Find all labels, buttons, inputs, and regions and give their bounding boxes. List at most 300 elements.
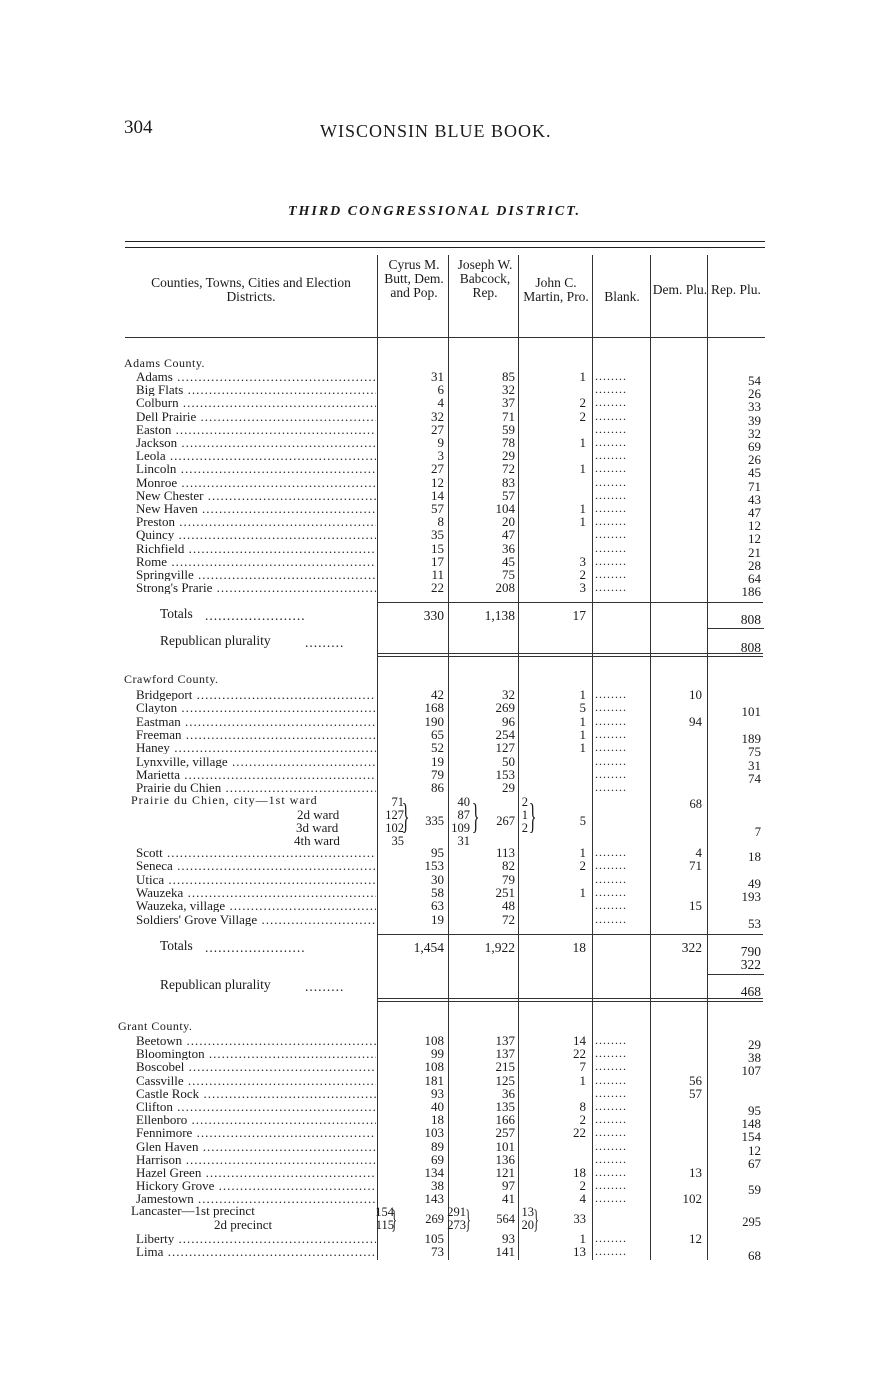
total-martin: 17 — [572, 608, 586, 623]
cell-rep-plu: 29 — [748, 1037, 761, 1052]
cell-blank: ........ — [595, 474, 627, 489]
cell-martin: 22 — [573, 1125, 586, 1141]
cell-blank: ........ — [595, 1138, 627, 1153]
pdc-label: Prairie du Chien, city—1st ward — [131, 793, 318, 807]
pdc-babcock-wards — [450, 796, 470, 848]
cell-babcock: 47 — [502, 527, 515, 543]
table-row — [0, 884, 869, 904]
row-name: Utica ..... — [136, 873, 376, 886]
cell-blank: ........ — [595, 540, 627, 555]
col-header-martin: John C. Martin, Pro. — [523, 275, 589, 304]
cell-butt: 168 — [424, 700, 444, 716]
cell-butt: 99 — [431, 1046, 444, 1062]
cell-rep-plu: 189 — [741, 730, 761, 746]
cell-rep-plu: 12 — [748, 1142, 761, 1158]
row-name: Lima ..... — [136, 1245, 376, 1258]
col-header-rep-plu: Rep. Plu. — [711, 282, 761, 297]
cell-blank: ........ — [595, 369, 627, 383]
cell-blank: ........ — [595, 753, 627, 768]
section-double-rule — [377, 653, 763, 657]
lancaster-label-2: 2d precinct — [214, 1217, 273, 1232]
ward-value: 35 — [391, 834, 404, 848]
cell-martin: 2 — [579, 395, 586, 411]
cell-butt: 31 — [431, 369, 444, 384]
county-heading-crawford: Crawford County. — [124, 672, 219, 686]
row-name: Castle Rock ..... — [136, 1087, 376, 1100]
cell-butt: 35 — [431, 527, 444, 543]
totals-label: Totals — [160, 938, 193, 953]
cell-blank: ........ — [595, 501, 627, 515]
cell-martin: 14 — [573, 1033, 586, 1048]
cell-dem-plu: 56 — [689, 1072, 702, 1088]
row-name: Clayton ..... — [136, 701, 376, 714]
cell-blank: ........ — [595, 1099, 627, 1113]
cell-butt: 42 — [431, 687, 444, 702]
table-row — [0, 1087, 869, 1100]
cell-butt: 105 — [424, 1231, 444, 1246]
cell-martin: 1 — [579, 884, 586, 900]
row-name: Bloomington ..... — [136, 1047, 376, 1060]
district-title: THIRD CONGRESSIONAL DISTRICT. — [287, 204, 582, 219]
cell-martin: 1 — [579, 369, 586, 384]
cell-blank: ........ — [595, 871, 627, 886]
lancaster-butt-total: 269 — [425, 1212, 444, 1226]
cell-babcock: 83 — [502, 474, 515, 490]
row-name: Bridgeport ..... — [136, 688, 376, 701]
table-row — [0, 448, 869, 468]
row-name: Hickory Grove ..... — [136, 1179, 376, 1192]
cell-babcock: 48 — [502, 898, 515, 914]
brace-icon: } — [391, 1205, 398, 1234]
cell-martin: 4 — [579, 1191, 586, 1207]
cell-rep-plu: 95 — [748, 1103, 761, 1118]
pdc-martin-total: 5 — [579, 814, 586, 828]
table-row — [0, 487, 869, 507]
cell-blank: ........ — [595, 740, 627, 755]
total-babcock: 1,922 — [484, 940, 515, 955]
table-row — [0, 1178, 869, 1198]
cell-martin: 2 — [579, 1112, 586, 1128]
table-row — [0, 382, 869, 402]
cell-blank: ........ — [595, 726, 627, 741]
cell-butt: 153 — [424, 858, 444, 874]
cell-blank: ........ — [595, 1046, 627, 1061]
cell-blank: ........ — [595, 1151, 627, 1166]
cell-rep-plu: 21 — [748, 544, 761, 560]
cell-babcock: 36 — [502, 540, 515, 556]
cell-martin: 1 — [579, 435, 586, 450]
cell-butt: 27 — [431, 461, 444, 477]
precinct-value: 13 — [521, 1205, 534, 1219]
table-row — [0, 1166, 869, 1179]
brace-icon: } — [471, 796, 480, 836]
cell-babcock: 93 — [502, 1231, 515, 1246]
cell-blank: ........ — [595, 382, 627, 397]
ward-value: 2 — [521, 795, 528, 809]
cell-blank: ........ — [595, 580, 627, 595]
cell-blank: ........ — [595, 858, 627, 873]
cell-rep-plu: 31 — [748, 757, 761, 773]
table-row — [0, 1059, 869, 1079]
table-row — [0, 740, 869, 760]
section-double-rule — [377, 998, 763, 1002]
cell-rep-plu: 26 — [748, 452, 761, 468]
table-row — [0, 580, 869, 600]
table-row — [0, 766, 869, 786]
table-row — [0, 871, 869, 891]
cell-dem-plu: 10 — [689, 687, 702, 702]
cell-butt: 19 — [431, 753, 444, 769]
cell-rep-plu: 101 — [741, 704, 761, 720]
total-babcock: 1,138 — [484, 608, 515, 623]
row-name: Soldiers' Grove Village ..... — [136, 913, 376, 926]
table-row — [0, 899, 869, 912]
cell-butt: 6 — [437, 382, 444, 398]
cell-blank: ........ — [595, 421, 627, 436]
cell-babcock: 257 — [495, 1125, 515, 1141]
cell-rep-plu: 26 — [748, 386, 761, 402]
row-name: Wauzeka ..... — [136, 886, 376, 899]
cell-butt: 11 — [431, 567, 444, 582]
cell-dem-plu: 57 — [689, 1085, 702, 1101]
cell-rep-plu: 33 — [748, 399, 761, 415]
cell-blank: ........ — [595, 687, 627, 701]
cell-rep-plu: 186 — [741, 584, 761, 600]
cell-babcock: 166 — [495, 1112, 515, 1128]
row-name: New Chester ..... — [136, 489, 376, 502]
col-header-name: Counties, Towns, Cities and Election Districts. — [151, 275, 351, 304]
cell-babcock: 85 — [502, 369, 515, 384]
cell-babcock: 136 — [495, 1151, 515, 1167]
cell-rep-plu: 32 — [748, 425, 761, 441]
cell-butt: 9 — [437, 435, 444, 450]
cell-butt: 69 — [431, 1151, 444, 1167]
cell-martin: 1 — [579, 726, 586, 742]
cell-rep-plu: 154 — [741, 1129, 761, 1145]
plurality-label: Republican plurality — [160, 633, 271, 648]
ward-value: 127 — [385, 808, 404, 822]
lancaster-rep-plu: 295 — [742, 1215, 761, 1229]
pdc-ward-label: 4th ward — [294, 833, 340, 848]
cell-rep-plu: 53 — [748, 915, 761, 931]
cell-blank: ........ — [595, 884, 627, 899]
cell-blank: ........ — [595, 780, 627, 795]
cell-rep-plu: 64 — [748, 571, 761, 586]
cell-rep-plu: 59 — [748, 1182, 761, 1198]
row-name: Cassville ..... — [136, 1074, 376, 1087]
row-name: Wauzeka, village ..... — [136, 899, 376, 912]
row-name: Jamestown ..... — [136, 1192, 376, 1205]
cell-butt: 95 — [431, 845, 444, 860]
cell-blank: ........ — [595, 700, 627, 715]
cell-blank: ........ — [595, 1085, 627, 1100]
table-row — [0, 700, 869, 720]
cell-butt: 40 — [431, 1099, 444, 1114]
col-header-blank: Blank. — [604, 289, 640, 304]
row-name: Marietta ..... — [136, 768, 376, 781]
cell-babcock: 97 — [502, 1178, 515, 1194]
cell-babcock: 269 — [495, 700, 515, 716]
table-row — [0, 1138, 869, 1158]
cell-martin: 22 — [573, 1046, 586, 1062]
cell-babcock: 254 — [495, 726, 515, 742]
table-row — [0, 1125, 869, 1145]
cell-rep-plu: 107 — [741, 1063, 761, 1079]
row-name: Harrison ..... — [136, 1153, 376, 1166]
table-row — [0, 1099, 869, 1118]
cell-butt: 108 — [424, 1059, 444, 1075]
leader-dots: ....................... — [205, 940, 306, 955]
cell-butt: 38 — [431, 1178, 444, 1194]
cell-martin: 13 — [573, 1244, 586, 1260]
cell-martin: 1 — [579, 687, 586, 702]
total-rep-plu: 808 — [740, 612, 761, 627]
table-row — [0, 1112, 869, 1132]
table-row — [0, 567, 869, 586]
cell-babcock: 41 — [502, 1191, 515, 1207]
pdc-dem-plu: 68 — [689, 797, 702, 811]
cell-rep-plu: 148 — [741, 1116, 761, 1132]
cell-babcock: 96 — [502, 713, 515, 729]
cell-blank: ........ — [595, 713, 627, 728]
cell-blank: ........ — [595, 514, 627, 529]
cell-babcock: 121 — [495, 1165, 515, 1180]
cell-dem-plu: 15 — [689, 898, 702, 914]
precinct-value: 273 — [447, 1218, 466, 1232]
cell-martin: 2 — [579, 567, 586, 582]
row-name: Lincoln ..... — [136, 462, 376, 475]
lancaster-label: Lancaster—1st precinct — [131, 1203, 255, 1218]
county-heading-adams: Adams County. — [124, 356, 206, 370]
row-name: Boscobel ..... — [136, 1060, 376, 1073]
cell-blank: ........ — [595, 1178, 627, 1193]
cell-martin: 7 — [579, 1059, 586, 1075]
pdc-ward-label: 2d ward — [297, 807, 340, 822]
cell-martin: 2 — [579, 1178, 586, 1194]
cell-babcock: 137 — [495, 1033, 515, 1048]
precinct-value: 20 — [521, 1218, 534, 1232]
table-row — [0, 1244, 869, 1264]
row-name: Jackson ..... — [136, 436, 376, 449]
cell-butt: 12 — [431, 474, 444, 490]
table-row — [0, 715, 869, 728]
cell-rep-plu: 74 — [748, 770, 761, 786]
cell-blank: ........ — [595, 461, 627, 476]
cell-blank: ........ — [595, 487, 627, 502]
cell-babcock: 78 — [502, 435, 515, 450]
totals-rule — [377, 602, 763, 603]
col-header-babcock: Joseph W. Babcock, Rep. — [457, 257, 513, 300]
table-row — [0, 435, 869, 454]
cell-butt: 17 — [431, 553, 444, 569]
table-row — [0, 395, 869, 415]
cell-martin: 1 — [579, 501, 586, 516]
cell-blank: ........ — [595, 766, 627, 781]
cell-rep-plu: 12 — [748, 531, 761, 547]
row-name: Liberty ..... — [136, 1232, 376, 1245]
cell-babcock: 208 — [495, 580, 515, 596]
cell-babcock: 101 — [495, 1138, 515, 1154]
table-row — [0, 514, 869, 534]
cell-blank: ........ — [595, 1244, 627, 1259]
table-row — [0, 501, 869, 520]
cell-butt: 8 — [437, 514, 444, 530]
cell-butt: 103 — [424, 1125, 444, 1141]
table-top-rule-2 — [125, 247, 765, 248]
cell-blank: ........ — [595, 1231, 627, 1245]
row-name: Beetown ..... — [136, 1034, 376, 1047]
cell-blank: ........ — [595, 911, 627, 926]
cell-blank: ........ — [595, 527, 627, 542]
cell-rep-plu: 71 — [748, 478, 761, 494]
cell-babcock: 50 — [502, 753, 515, 769]
cell-rep-plu: 67 — [748, 1155, 761, 1171]
total-butt: 1,454 — [413, 940, 444, 955]
cell-blank: ........ — [595, 395, 627, 410]
totals-rule — [377, 934, 763, 935]
cell-butt: 18 — [431, 1112, 444, 1128]
cell-babcock: 79 — [502, 871, 515, 887]
table-row — [0, 845, 869, 864]
cell-martin: 3 — [579, 553, 586, 569]
cell-babcock: 29 — [502, 448, 515, 464]
cell-martin: 1 — [579, 1231, 586, 1246]
cell-rep-plu: 75 — [748, 744, 761, 760]
row-name: Strong's Prarie ..... — [136, 581, 376, 594]
cell-butt: 63 — [431, 898, 444, 914]
cell-babcock: 20 — [502, 514, 515, 530]
cell-dem-plu: 4 — [695, 845, 702, 860]
cell-martin: 2 — [579, 408, 586, 424]
cell-babcock: 72 — [502, 911, 515, 927]
plurality-label: Republican plurality — [160, 977, 271, 992]
table-row — [0, 553, 869, 573]
row-name: Hazel Green ..... — [136, 1166, 376, 1179]
ward-value: 40 — [457, 795, 470, 809]
pdc-rep-plu: 7 — [754, 825, 761, 839]
cell-babcock: 215 — [495, 1059, 515, 1075]
table-row — [0, 753, 869, 773]
cell-rep-plu: 54 — [748, 373, 761, 388]
row-name: Springville ..... — [136, 568, 376, 581]
cell-martin: 1 — [579, 1072, 586, 1088]
cell-butt: 19 — [431, 911, 444, 927]
row-name: Haney ..... — [136, 741, 376, 754]
lancaster-butt-parts — [370, 1206, 394, 1232]
cell-butt: 79 — [431, 766, 444, 782]
cell-butt: 73 — [431, 1244, 444, 1260]
cell-babcock: 37 — [502, 395, 515, 411]
cell-blank: ........ — [595, 1112, 627, 1127]
plurality-rule — [708, 628, 764, 629]
cell-dem-plu: 71 — [689, 858, 702, 874]
row-name: Big Flats ..... — [136, 383, 376, 396]
cell-butt: 89 — [431, 1138, 444, 1154]
precinct-value: 115 — [375, 1218, 394, 1232]
cell-rep-plu: 43 — [748, 491, 761, 507]
table-row — [0, 369, 869, 388]
table-row — [0, 421, 869, 441]
cell-rep-plu: 47 — [748, 505, 761, 520]
ward-value: 71 — [391, 795, 404, 809]
row-name: Rome ..... — [136, 555, 376, 568]
cell-dem-plu: 94 — [689, 713, 702, 729]
cell-martin: 5 — [579, 700, 586, 716]
cell-dem-plu: 13 — [689, 1165, 702, 1180]
cell-butt: 190 — [424, 713, 444, 729]
cell-martin: 18 — [573, 1165, 586, 1180]
header-rule — [125, 337, 765, 338]
total-rep-plu-deduct: 322 — [740, 957, 761, 972]
cell-blank: ........ — [595, 408, 627, 423]
pdc-butt-total: 335 — [425, 814, 444, 828]
ward-value: 1 — [521, 808, 528, 822]
row-name: Fennimore ..... — [136, 1126, 376, 1139]
row-name: Easton ..... — [136, 423, 376, 436]
plurality-value: 808 — [740, 640, 761, 655]
row-name: New Haven ..... — [136, 502, 376, 515]
cell-martin: 1 — [579, 740, 586, 756]
row-name: Adams ..... — [136, 370, 376, 383]
cell-blank: ........ — [595, 1059, 627, 1074]
table-row — [0, 726, 869, 746]
table-top-rule — [125, 241, 765, 242]
cell-babcock: 59 — [502, 421, 515, 437]
cell-martin: 1 — [579, 713, 586, 729]
cell-butt: 52 — [431, 740, 444, 756]
row-name: Clifton ..... — [136, 1100, 376, 1113]
cell-blank: ........ — [595, 553, 627, 568]
cell-babcock: 36 — [502, 1085, 515, 1101]
cell-rep-plu: 69 — [748, 439, 761, 454]
cell-babcock: 137 — [495, 1046, 515, 1062]
cell-dem-plu: 12 — [689, 1231, 702, 1246]
cell-blank: ........ — [595, 448, 627, 463]
leader-dots: ......... — [305, 979, 345, 994]
county-heading-grant: Grant County. — [118, 1019, 193, 1033]
lancaster-babcock-parts — [440, 1206, 466, 1232]
running-title: WISCONSIN BLUE BOOK. — [320, 121, 552, 141]
cell-butt: 32 — [431, 408, 444, 424]
cell-dem-plu: 102 — [682, 1191, 702, 1207]
row-name: Glen Haven ..... — [136, 1140, 376, 1153]
plurality-rule — [708, 974, 764, 975]
lancaster-martin-total: 33 — [573, 1212, 586, 1226]
table-row — [0, 1033, 869, 1052]
pdc-ward-row — [0, 794, 869, 807]
leader-dots: ......... — [305, 635, 345, 650]
table-row — [0, 911, 869, 931]
cell-babcock: 45 — [502, 553, 515, 569]
ward-value: 102 — [385, 821, 404, 835]
cell-blank: ........ — [595, 1033, 627, 1047]
table-row — [0, 688, 869, 701]
table-row — [0, 540, 869, 560]
lancaster-babcock-total: 564 — [496, 1212, 515, 1226]
row-name: Quincy ..... — [136, 528, 376, 541]
cell-babcock: 104 — [495, 501, 515, 516]
cell-butt: 108 — [424, 1033, 444, 1048]
row-name: Lynxville, village ..... — [136, 755, 376, 768]
table-row — [0, 1151, 869, 1171]
cell-butt: 134 — [424, 1165, 444, 1180]
cell-babcock: 82 — [502, 858, 515, 874]
lancaster-martin-parts — [516, 1206, 534, 1232]
cell-rep-plu: 68 — [748, 1248, 761, 1264]
cell-babcock: 32 — [502, 382, 515, 398]
cell-butt: 143 — [424, 1191, 444, 1207]
col-header-dem-plu: Dem. Plu. — [652, 282, 708, 297]
